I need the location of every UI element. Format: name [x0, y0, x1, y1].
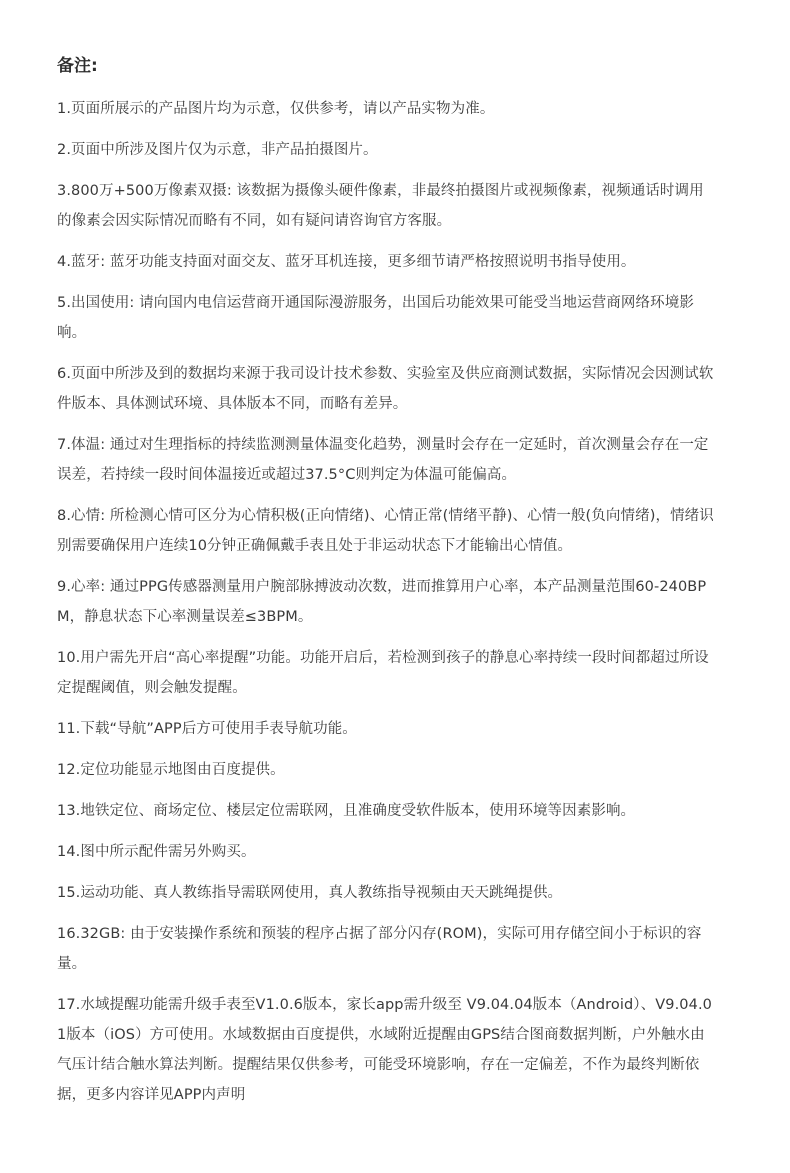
note-list — [57, 94, 717, 1110]
note-item: 4.蓝牙: 蓝牙功能支持面对面交友、蓝牙耳机连接，更多细节请严格按照说明书指导使用。 — [57, 254, 636, 270]
note-item: 1.页面所展示的产品图片均为示意，仅供参考，请以产品实物为准。 — [57, 101, 495, 117]
note-item: 3.800万+500万像素双摄: 该数据为摄像头硬件像素，非最终拍摄图片或视频像素，视频通话时调用的像素会因实际情况而略有不同，如有疑问请咨询官方客服。 — [57, 183, 704, 229]
note-item: 13.地铁定位、商场定位、楼层定位需联网，且准确度受软件版本，使用环境等因素影响。 — [57, 803, 636, 819]
note-item: 7.体温: 通过对生理指标的持续监测测量体温变化趋势，测量时会存在一定延时，首次测量会存在一定误差，若持续一段时间体温接近或超过37.5°C则判定为体温可能偏高。 — [57, 437, 709, 483]
notes-section — [57, 52, 717, 1121]
note-item: 14.图中所示配件需另外购买。 — [57, 844, 256, 860]
note-item: 17.水域提醒功能需升级手表至V1.0.6版本，家长app需升级至 V9.04.04版本（Android）、V9.04.01版本（iOS）方可使用。水域数据由百度提供，水域附近提醒由GPS结合图商数据判断，户外触水由气压计结合触水算法判断。提醒结果仅供参考，可能受环境影响，存在一定偏差，不作为最终判断依据，更多内容详见APP内声明 — [57, 997, 712, 1103]
notes-title: 备注: — [57, 56, 98, 76]
note-item: 2.页面中所涉及图片仅为示意，非产品拍摄图片。 — [57, 142, 378, 158]
note-item: 10.用户需先开启“高心率提醒”功能。功能开启后，若检测到孩子的静息心率持续一段时间都超过所设定提醒阈值，则会触发提醒。 — [57, 650, 709, 696]
note-item: 5.出国使用: 请向国内电信运营商开通国际漫游服务，出国后功能效果可能受当地运营商网络环境影响。 — [57, 295, 694, 341]
note-item: 15.运动功能、真人教练指导需联网使用，真人教练指导视频由天天跳绳提供。 — [57, 885, 563, 901]
note-item: 16.32GB: 由于安装操作系统和预装的程序占据了部分闪存(ROM)，实际可用存储空间小于标识的容量。 — [57, 926, 702, 972]
note-item: 6.页面中所涉及到的数据均来源于我司设计技术参数、实验室及供应商测试数据，实际情况会因测试软件版本、具体测试环境、具体版本不同，而略有差异。 — [57, 366, 714, 412]
note-item: 12.定位功能显示地图由百度提供。 — [57, 762, 285, 778]
note-item: 9.心率: 通过PPG传感器测量用户腕部脉搏波动次数，进而推算用户心率，本产品测量范围60-240BPM，静息状态下心率测量误差≤3BPM。 — [57, 579, 707, 625]
note-item: 11.下载“导航”APP后方可使用手表导航功能。 — [57, 721, 357, 737]
note-item: 8.心情: 所检测心情可区分为心情积极(正向情绪)、心情正常(情绪平静)、心情一般(负向情绪)，情绪识别需要确保用户连续10分钟正确佩戴手表且处于非运动状态下才能输出心情值。 — [57, 508, 714, 554]
